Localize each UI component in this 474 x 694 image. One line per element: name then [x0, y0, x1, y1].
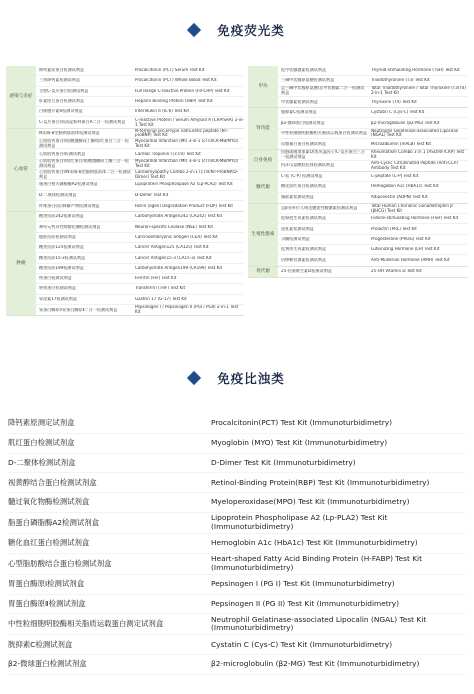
table-row	[36, 243, 244, 253]
category-cell	[248, 150, 278, 171]
kit-name-english: Procalcitonin (PCT) Serum Test Kit	[135, 68, 205, 73]
kit-name-english: Pepsinogen I / Pepsinogen II (PGI / PGII) 2-in-1 Test Kit	[135, 305, 239, 314]
kit-name-english: Prolactin (PRL) Test Kit	[371, 226, 417, 231]
kit-name-english: Interleukin 6 (IL-6) Test Kit	[135, 109, 189, 114]
table-row	[36, 201, 244, 211]
kit-name-english: Myeloperoxidase(MPO) Test Kit (Immunoturbidimetry)	[211, 497, 410, 507]
kit-name-english: Cystatin C (Cys-C) Test Kit (Immunoturbidimetry)	[211, 639, 393, 649]
table-row	[278, 66, 468, 76]
kit-name-chinese: D-二聚体检测试剂盒	[39, 192, 77, 197]
category-label: 心血管	[14, 167, 28, 173]
category-cell	[248, 267, 278, 277]
category-label: 感染与炎症	[9, 94, 33, 100]
kit-name-english: Adiponectin (ADPN) Test Kit	[371, 195, 428, 200]
category-cell	[248, 204, 278, 266]
kit-name-english: Anti-Cyclic Citrullinated Peptide (Anti-CCP) Antibody Test Kit	[371, 160, 458, 170]
table-row	[36, 129, 244, 139]
category-label: 生殖性激素	[251, 232, 275, 238]
fluorescence-left-column	[6, 66, 244, 316]
category-label: 自身免疫	[253, 158, 273, 164]
kit-name-english: Luteinizing Hormone (LH) Test Kit	[371, 247, 440, 252]
table-row	[36, 66, 244, 76]
kit-name-english: β2-microglobulin (β2-MG) Test Kit	[371, 120, 440, 125]
kit-name-english: Full Range C-reactive Protein (FR-CRP) Test Kit	[135, 88, 230, 93]
kit-name-english: C-reactive Protein / Serum Amyloid A (CRP/SAA) 2-in-1 Test Kit	[135, 117, 244, 127]
kit-name-chinese: 孕酮检测试剂盒	[281, 236, 310, 241]
table-row	[36, 222, 244, 232]
kit-name-chinese: 心肌肌钙蛋白I检测试剂盒	[39, 151, 86, 156]
kit-name-chinese: 尿微量白蛋白检测试剂盒	[281, 141, 327, 146]
table-row	[278, 182, 468, 192]
kit-name-english: Transferrin (TRF) Test Kit	[135, 286, 186, 291]
kit-name-english: Thyroid-stimulating Hormone (TSH) Test Kit	[371, 68, 460, 73]
table-row	[278, 76, 468, 86]
kit-name-chinese: 癌胚抗原检测试剂盒	[39, 234, 76, 239]
kit-name-chinese: 甲状腺素检测试剂盒	[281, 99, 318, 104]
kit-name-chinese: 三项降钙素检测试剂盒	[39, 78, 80, 83]
kit-name-chinese: 总三碘甲状腺原氨酸/总甲状腺素二合一检测试剂盒	[281, 86, 365, 96]
kit-name-english: Procalcitonin (PCT) Whole Blood Test Kit	[135, 78, 217, 83]
kit-name-chinese: C-肽 (C-P) 检测试剂盒	[281, 174, 323, 179]
category-cell	[248, 66, 278, 107]
category-group	[248, 267, 468, 278]
table-row	[8, 575, 466, 595]
table-row	[278, 139, 468, 149]
kit-name-chinese: 降钙素原测定试剂盒	[8, 418, 75, 428]
turbidimetry-list	[8, 414, 466, 675]
kit-name-english: Hemoglobin A1c (HbA1c) Test Kit	[371, 184, 439, 189]
table-row	[36, 170, 244, 180]
kit-name-english: Anti-Mullerian Hormone (AMH) Test Kit	[371, 258, 450, 263]
turbidimetry-section-title: 免疫比浊类	[217, 371, 285, 386]
table-row	[278, 204, 468, 214]
kit-name-chinese: 铁蛋白检测试剂盒	[39, 276, 72, 281]
kit-name-english: Carcinoembryonic antigen (CEA) Test Kit	[135, 234, 218, 239]
category-label: 肾功能	[256, 126, 270, 132]
kit-name-chinese: 纤维蛋白(原)降解产物检测试剂盒	[39, 203, 100, 208]
kit-name-chinese: 抗链球菌溶血素O/类风湿因子/C-反应蛋白三合一检测试剂盒	[281, 150, 366, 160]
kit-name-english: Neutrophil Gelatinase-associated Lipocalin (NGAL) Test Kit	[371, 128, 459, 138]
kit-name-english: Cardiomyopathy Combo 2-in-1 (cTnI/NT-ProBNP/D-Dimer) Test Kit	[135, 169, 239, 179]
kit-name-english: Pepsinogen I (PG I) Test Kit (Immunoturbidimetry)	[211, 578, 395, 588]
kit-name-chinese: 转铁蛋白检测试剂盒	[39, 286, 76, 291]
category-group	[6, 212, 244, 316]
category-cell	[6, 66, 36, 128]
kit-name-chinese: 肝素结合蛋白检测试剂盒	[39, 99, 85, 104]
kit-name-english: Cancer Antigen125 (CA125) Test Kit	[135, 245, 209, 250]
kit-name-english: Lipoprotein Phospholipase A2 (Lp-PLA2) Test Kit	[135, 182, 233, 187]
table-row	[278, 267, 468, 277]
category-label: 骨代谢	[256, 269, 270, 275]
category-cell	[6, 129, 36, 211]
kit-name-english: Hemoglobin A1c (HbA1c) Test Kit (Immunoturbidimetry)	[211, 538, 418, 548]
table-row	[36, 180, 244, 190]
table-row	[8, 454, 466, 474]
kit-name-chinese: 糖化血红蛋白检测试剂盒	[281, 184, 327, 189]
kit-name-chinese: 糖类抗原125检测试剂盒	[39, 245, 84, 250]
category-cell	[6, 212, 36, 315]
category-cell	[248, 108, 278, 149]
kit-name-chinese: 降钙素原蛋白检测试剂盒	[39, 68, 85, 73]
table-row	[36, 160, 244, 170]
kit-name-chinese: 胃蛋白酶原Ⅰ检测试剂盒	[8, 578, 85, 588]
category-group	[248, 108, 468, 150]
category-group	[248, 66, 468, 108]
kit-name-english: Cardiac Troponin I (cTnI) Test Kit	[135, 151, 201, 156]
kit-name-english: N-terminal pro B-type natriuretic peptide (NT-proBNP) Test Kit	[135, 128, 229, 138]
diamond-marker-icon	[187, 371, 201, 385]
table-row	[36, 97, 244, 107]
table-row	[8, 554, 466, 575]
kit-name-chinese: 白细胞介素6检测试剂盒	[39, 109, 83, 114]
kit-name-english: Gastrin 17 (G-17) Test Kit	[135, 296, 187, 301]
turbidimetry-section-header	[0, 366, 474, 390]
category-label: 肿瘤	[16, 261, 26, 266]
table-row	[36, 212, 244, 222]
table-row	[36, 87, 244, 97]
kit-name-chinese: C-反应蛋白/血清淀粉样蛋白A二合一检测试剂盒	[39, 120, 126, 125]
category-group	[6, 129, 244, 212]
kit-name-english: Carbohydrate Antigen199 (CA199) Test Kit	[135, 265, 223, 270]
kit-name-english: Heart-shaped Fatty Acid Binding Protein (H-FABP) Test Kit (Immunoturbidimetry)	[211, 554, 423, 572]
fluorescence-table	[6, 66, 468, 328]
kit-name-chinese: 心肌肌钙蛋白I/肌红蛋白/肌酸激酶同工酶三合一检测试剂盒	[39, 159, 129, 169]
kit-name-chinese: 全程C-反应蛋白检测试剂盒	[39, 88, 89, 93]
kit-name-english: D-Dimer Test Kit	[135, 192, 169, 197]
kit-name-chinese: 脂蛋白相关磷脂酶A2检测试剂盒	[39, 182, 98, 187]
kit-name-chinese: 三碘甲状腺原氨酸检测试剂盒	[281, 78, 335, 83]
kit-name-chinese: 25-羟基维生素D检测试剂盒	[281, 269, 332, 274]
kit-name-english: Ferritin (Fer) Test Kit	[135, 276, 177, 281]
table-row	[36, 76, 244, 86]
category-group	[248, 150, 468, 172]
table-row	[278, 255, 468, 265]
table-row	[8, 493, 466, 513]
table-row	[278, 193, 468, 203]
kit-name-chinese: 中性粒细胞明胶酶相关脂质运载蛋白检测试剂盒	[281, 130, 367, 135]
table-row	[8, 635, 466, 655]
category-cell	[248, 172, 278, 203]
kit-name-english: Retinol-Binding Protein(RBP) Test Kit (Immunoturbidimetry)	[211, 477, 430, 487]
kit-name-chinese: 糖类抗原199检测试剂盒	[39, 265, 84, 270]
table-row	[36, 284, 244, 294]
category-group	[248, 172, 468, 204]
table-row	[278, 97, 468, 107]
kit-name-chinese: 胃蛋白酶原Ⅱ检测试剂盒	[8, 598, 86, 608]
kit-name-chinese: 促甲状腺激素检测试剂盒	[281, 68, 327, 73]
table-row	[278, 150, 468, 160]
table-row	[8, 434, 466, 454]
kit-name-chinese: 胃泌素17检测试剂盒	[39, 296, 77, 301]
kit-name-english: Carbohydrate Antigen242 (CA242) Test Kit	[135, 214, 223, 219]
kit-name-english: Lipoprotein Phospholipase A2 (Lp-PLA2) Test Kit (Immunoturbidimetry)	[211, 513, 388, 531]
table-row	[36, 305, 244, 315]
kit-name-english: 25-OH Vitamin D Test Kit	[371, 269, 422, 274]
kit-name-chinese: 胃蛋白酶原Ⅰ/胃蛋白酶原Ⅱ二合一检测试剂盒	[39, 307, 118, 312]
category-label: 糖代谢	[256, 184, 270, 190]
kit-name-chinese: 糖类抗原242检测试剂盒	[39, 214, 84, 219]
kit-name-chinese: 抗缪勒管激素检测试剂盒	[281, 258, 327, 263]
table-row	[36, 274, 244, 284]
kit-name-english: Rheumatism Combo 3 in 1 (ASO/RF/CRP) Test Kit	[371, 150, 465, 160]
kit-name-chinese: 胱抑素C检测试剂盒	[8, 639, 73, 649]
table-row	[36, 233, 244, 243]
kit-name-english: Procalcitonin(PCT) Test Kit (Immunoturbidimetry)	[211, 418, 393, 428]
kit-name-english: Neuron-specific Enolase (NSE) Test Kit	[135, 224, 213, 229]
kit-name-chinese: 脂联素检测试剂盒	[281, 195, 314, 200]
kit-name-english: Pepsinogen II (PG II) Test Kit (Immunoturbidimetry)	[211, 598, 399, 608]
kit-name-english: Progesterone (PROG) Test Kit	[371, 236, 431, 241]
kit-name-english: Total Triiodothyronine / Total Thyroxine (T3/T4) 2-in-1 Test Kit	[371, 86, 466, 96]
table-row	[278, 161, 468, 171]
kit-name-english: Neutrophil Gelatinase-associated Lipocalin (NGAL) Test Kit (Immunoturbidimetry)	[211, 614, 427, 633]
kit-name-chinese: 总β亚单位人绒毛膜促性腺激素检测试剂盒	[281, 206, 358, 211]
kit-name-chinese: 促黄体生成素检测试剂盒	[281, 247, 327, 252]
table-row	[278, 118, 468, 128]
kit-name-chinese: 视黄醇结合蛋白检测试剂盒	[8, 477, 97, 487]
table-row	[278, 129, 468, 139]
table-row	[278, 172, 468, 182]
kit-name-chinese: 心肌肌钙蛋白I/N末端-B型脑钠肽前体二合一检测试剂盒	[39, 169, 131, 179]
kit-name-chinese: 神经元特异性烯醇化酶检测试剂盒	[39, 224, 101, 229]
kit-name-english: Heparin Binding Protein (HBP) Test Kit	[135, 99, 213, 104]
kit-name-english: D-Dimer Test Kit (Immunoturbidimetry)	[211, 457, 356, 467]
kit-name-english: Follicle-stimulating Hormone (FSH) Test Kit	[371, 216, 459, 221]
table-row	[278, 87, 468, 97]
kit-name-english: C-peptide (C-P) Test Kit	[371, 174, 419, 179]
kit-name-chinese: 糖化血红蛋白检测试剂盒	[8, 538, 90, 548]
kit-name-chinese: N末端-B型脑钠肽前体检测试剂盒	[39, 130, 100, 135]
table-row	[8, 513, 466, 534]
kit-name-chinese: 胱抑素C检测试剂盒	[281, 110, 317, 115]
category-group	[6, 66, 244, 129]
kit-name-chinese: 肌红蛋白检测试剂盒	[8, 437, 75, 447]
table-row	[36, 191, 244, 201]
table-row	[36, 264, 244, 274]
kit-name-chinese: 促卵泡生成素检测试剂盒	[281, 216, 327, 221]
kit-name-english: Myocardial Infarction (MI) 3-in-1 (cTnI/CK-MB/MYO) Test Kit	[135, 138, 239, 148]
table-row	[8, 614, 466, 635]
kit-name-chinese: 心型脂肪酸结合蛋白检测试剂盒	[8, 558, 112, 568]
kit-name-chinese: 髓过氧化物酶检测试剂盒	[8, 497, 90, 507]
kit-name-chinese: 中性粒细胞明胶酶相关脂质运载蛋白测定试剂盒	[8, 619, 164, 629]
kit-name-english: Microalbumin (mALB) Test Kit	[371, 141, 432, 146]
kit-name-chinese: β2-微球蛋白检测试剂盒	[281, 120, 325, 125]
kit-name-english: Thyroxine (T4) Test Kit	[371, 99, 417, 104]
category-label: 甲功	[258, 83, 268, 89]
table-row	[36, 253, 244, 263]
fluorescence-section-title: 免疫荧光类	[217, 23, 285, 38]
kit-name-chinese: 糖类抗原15-3检测试剂盒	[39, 255, 86, 260]
fluorescence-right-column	[248, 66, 468, 278]
table-row	[278, 108, 468, 118]
kit-name-english: Myoglobin (MYO) Test Kit (Immunoturbidimetry)	[211, 437, 388, 447]
kit-name-chinese: 泌乳素检测试剂盒	[281, 226, 314, 231]
table-row	[8, 595, 466, 615]
table-row	[278, 224, 468, 234]
diamond-marker-icon	[187, 23, 201, 37]
table-row	[278, 214, 468, 224]
kit-name-chinese: β2-微球蛋白检测试剂盒	[8, 659, 87, 669]
kit-name-chinese: 脂蛋白磷脂酶A2检测试剂盒	[8, 517, 100, 527]
table-row	[8, 655, 466, 675]
table-row	[278, 245, 468, 255]
table-row	[8, 473, 466, 493]
table-row	[36, 117, 244, 127]
table-row	[36, 107, 244, 117]
kit-name-english: β2-microglobulin (β2-MG) Test Kit (Immunoturbidimetry)	[211, 659, 420, 669]
category-group	[248, 204, 468, 267]
table-row	[36, 139, 244, 149]
kit-name-english: Total Human Chorionic Gonadotrophin β (βHCG) Test Kit	[371, 203, 453, 213]
kit-name-english: Fibrin (ogen) Degradation Product (FDP) Test Kit	[135, 203, 234, 208]
table-row	[278, 235, 468, 245]
table-row	[8, 414, 466, 434]
fluorescence-section-header	[0, 18, 474, 42]
kit-name-english: Triiodothyronine (T3) Test Kit	[371, 78, 430, 83]
table-row	[36, 149, 244, 159]
kit-name-chinese: 抗环瓜氨酸肽抗体检测试剂盒	[281, 163, 335, 168]
kit-name-english: Cystatin C (Cys-C) Test Kit	[371, 110, 425, 115]
kit-name-chinese: D-二聚体检测试剂盒	[8, 457, 76, 467]
kit-name-english: Cancer Antigen15-3 (CA15-3) Test Kit	[135, 255, 212, 260]
kit-name-english: Myocardial Infarction (MI) 3-in-1 (cTnI/CK-MB/MYO) Test Kit	[135, 159, 239, 169]
table-row	[8, 534, 466, 554]
table-row	[36, 295, 244, 305]
kit-name-chinese: 心肌肌钙蛋白I/肌酸激酶同工酶/肌红蛋白三合一检测试剂盒	[39, 138, 129, 148]
